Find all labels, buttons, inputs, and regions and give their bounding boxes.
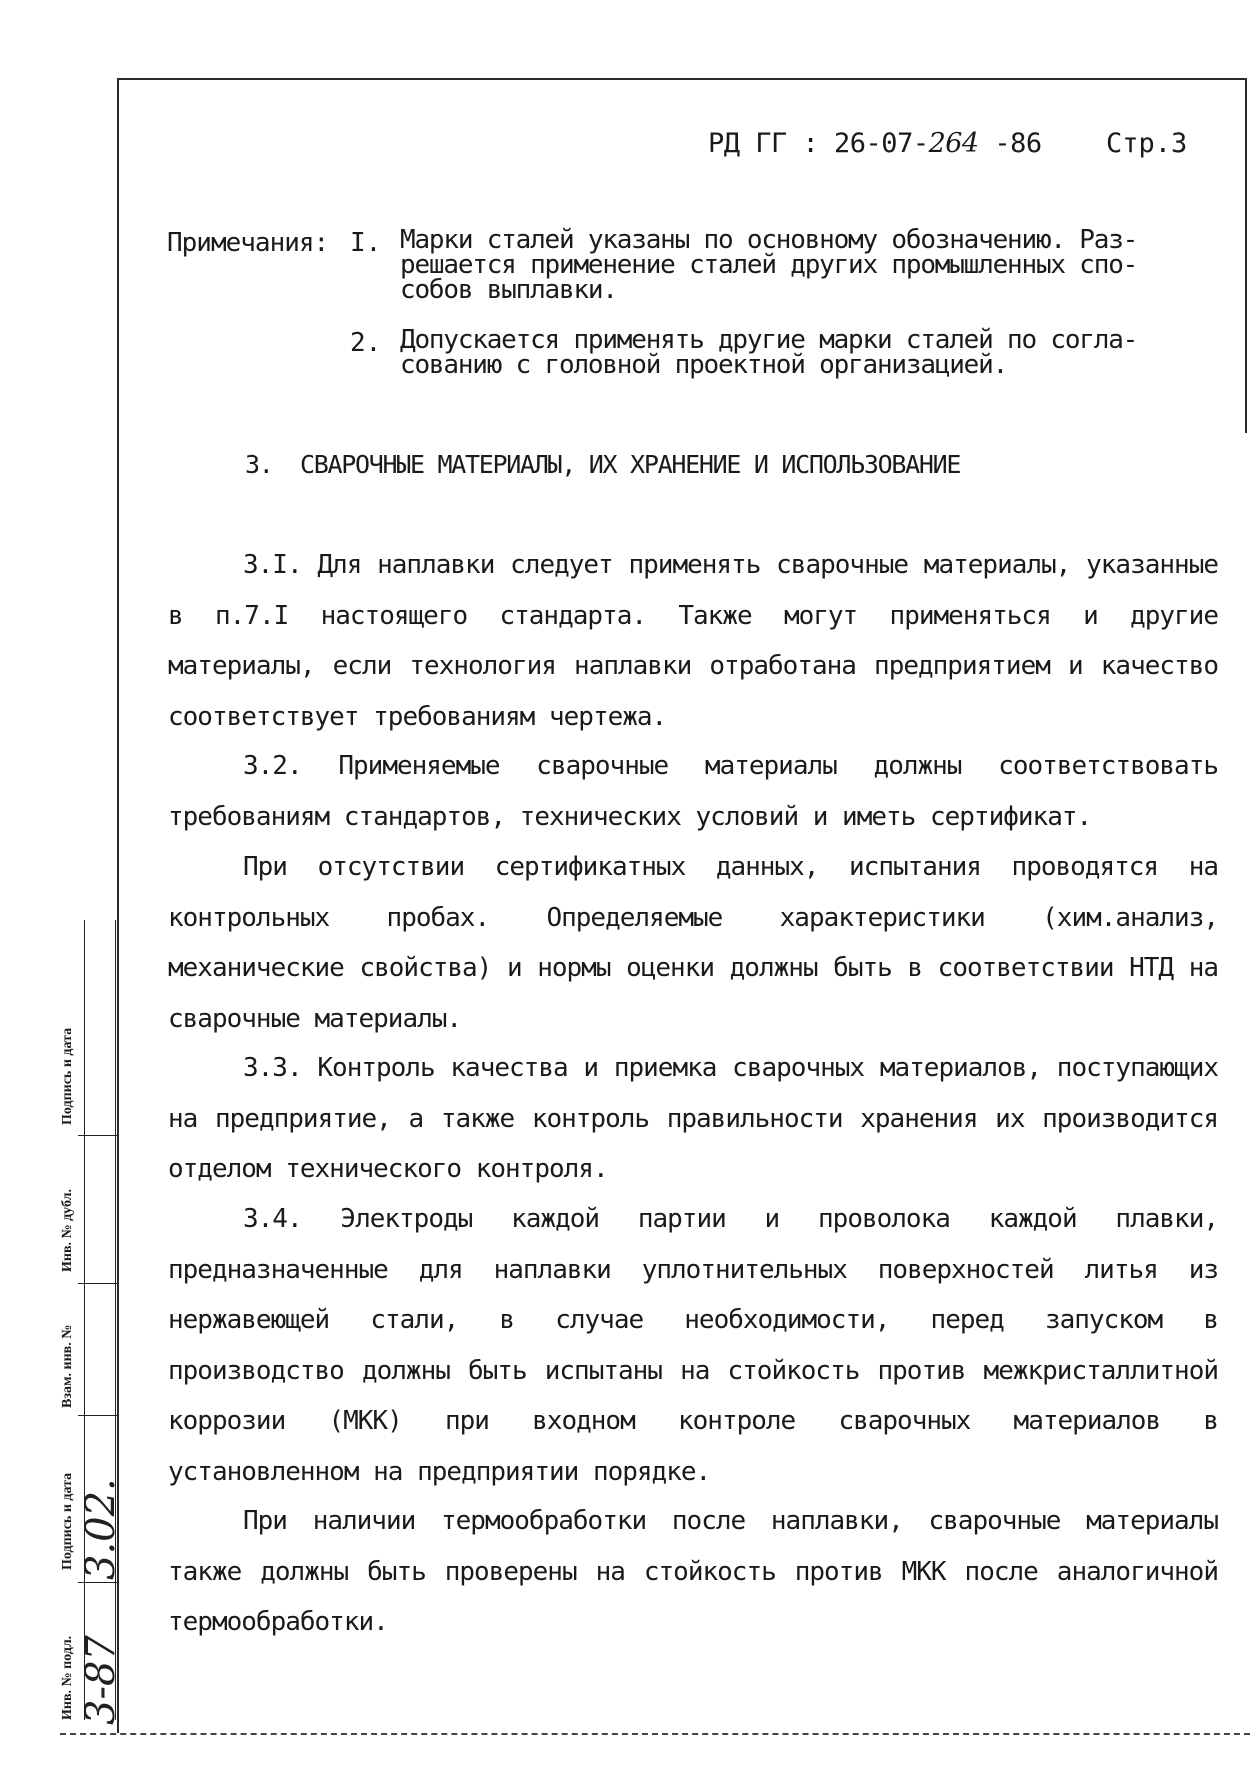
stamp-divider bbox=[84, 920, 85, 1720]
document-code-suffix: -86 bbox=[978, 128, 1042, 159]
note-number: I. bbox=[350, 228, 382, 258]
paragraph-3-3: 3.3. Контроль качества и приемка сварочных материалов, поступающих на предприятие, а также контроль правильности хранения их производится отделом технического контроля. bbox=[168, 1053, 1218, 1184]
stamp-label-original-number: Инв. № подл. bbox=[60, 1635, 75, 1720]
paragraph-3-2: 3.2. Применяемые сварочные материалы должны соответствовать требованиям стандартов, технических условий и иметь сертификат. bbox=[168, 751, 1218, 832]
notes-label: Примечания: bbox=[167, 228, 329, 258]
note-line: Допускается применять другие марки сталей по согла- bbox=[400, 325, 1138, 355]
page-frame-top bbox=[118, 78, 1246, 80]
note-line: Марки сталей указаны по основному обозначению. Раз- bbox=[400, 225, 1138, 255]
page-frame-right bbox=[1245, 78, 1247, 433]
note-text bbox=[400, 225, 1200, 305]
paragraph-3-4: 3.4. Электроды каждой партии и проволока каждой плавки, предназначенные для наплавки уплотнительных поверхностей литья из нержавеющей стали, в случае необходимости, перед запуском в производство должны быть испытаны на стойкость против межкристаллитной коррозии (МКК) при входном контроле сварочных материалов в установленном на предприятии порядке. bbox=[168, 1204, 1218, 1487]
section-number: 3. bbox=[245, 450, 273, 479]
note-text bbox=[400, 325, 1200, 380]
stamp-border bbox=[115, 920, 116, 1720]
stamp-row-divider bbox=[78, 1135, 118, 1136]
note-line: решается применение сталей других промышленных спо- bbox=[400, 250, 1138, 280]
paragraph-3-1: 3.I. Для наплавки следует применять сварочные материалы, указанные в п.7.I настоящего стандарта. Также могут применяться и другие материалы, если технология наплавки отработана предприятием и качество соответствует требованиям чертежа. bbox=[168, 550, 1218, 732]
document-code bbox=[708, 128, 1042, 159]
note-line: собов выплавки. bbox=[400, 275, 617, 305]
handwritten-number: 3-87 bbox=[78, 1635, 124, 1725]
stamp-row-divider bbox=[78, 1283, 118, 1284]
stamp-label-replacement-number: Взам. инв. № bbox=[60, 1324, 75, 1408]
note-line: сованию с головной проектной организацией. bbox=[400, 350, 1008, 380]
handwritten-date: 3.02. bbox=[78, 1478, 124, 1580]
section-title: СВАРОЧНЫЕ МАТЕРИАЛЫ, ИХ ХРАНЕНИЕ И ИСПОЛЬЗОВАНИЕ bbox=[300, 450, 961, 479]
stamp-row-divider bbox=[78, 1582, 118, 1583]
paragraph-certificate: При отсутствии сертификатных данных, испытания проводятся на контрольных пробах. Определяемые характеристики (хим.анализ, механические свойства) и нормы оценки должны быть в соответствии НТД на сварочные материалы. bbox=[168, 852, 1218, 1034]
stamp-label-signature-date: Подпись и дата bbox=[60, 1027, 75, 1125]
stamp-label-signature-date-2: Подпись и дата bbox=[60, 1472, 75, 1570]
section-heading bbox=[245, 450, 960, 479]
stamp-block bbox=[38, 920, 124, 1730]
page-number: Стр.3 bbox=[1106, 128, 1188, 159]
stamp-label-duplicate-number: Инв. № дубл. bbox=[60, 1189, 75, 1272]
page-frame-bottom bbox=[60, 1733, 1250, 1735]
note-number: 2. bbox=[350, 328, 382, 358]
paragraph-heat-treatment: При наличии термообработки после наплавки, сварочные материалы также должны быть проверены на стойкость против МКК после аналогичной термообработки. bbox=[168, 1506, 1218, 1637]
document-code-prefix: РД ГГ : 26-07- bbox=[708, 128, 929, 159]
stamp-row-divider bbox=[78, 1415, 118, 1416]
document-code-handwritten: 264 bbox=[928, 128, 979, 159]
